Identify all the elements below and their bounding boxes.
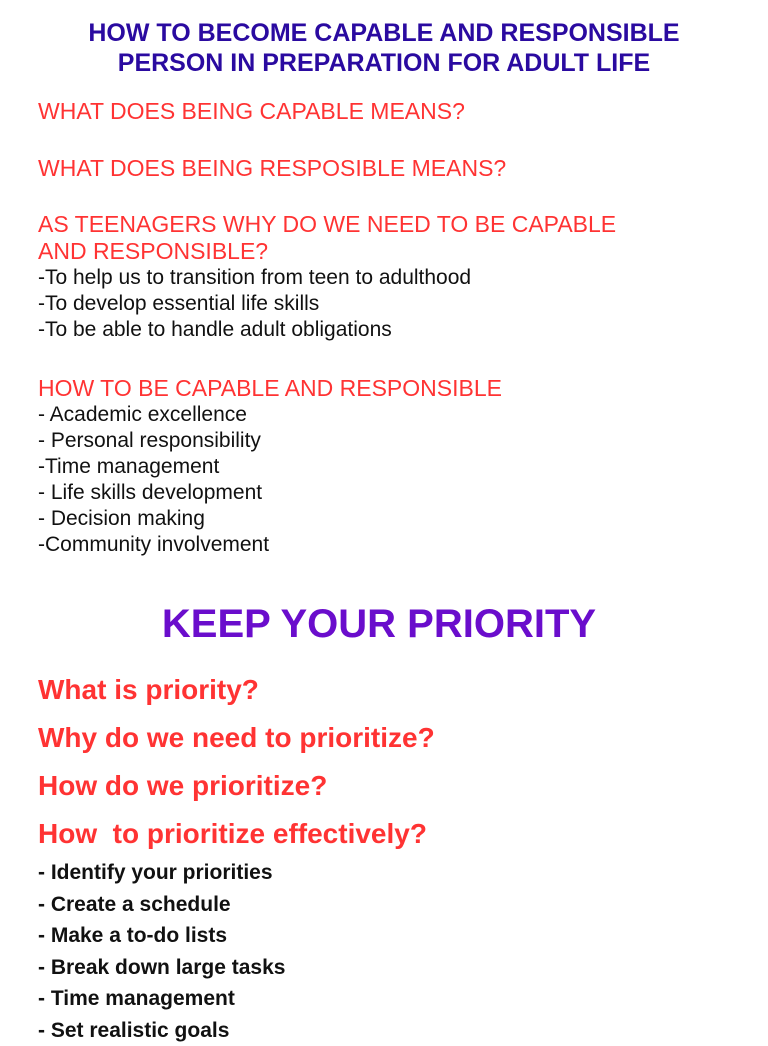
how-item: - Personal responsibility <box>38 428 738 454</box>
priority-title: KEEP YOUR PRIORITY <box>0 600 758 648</box>
question-capable-text: WHAT DOES BEING CAPABLE MEANS? <box>38 98 738 125</box>
how-section <box>38 375 738 558</box>
how-item: - Life skills development <box>38 480 738 506</box>
priority-tips <box>38 857 738 1046</box>
reason-item: -To be able to handle adult obligations <box>38 317 738 343</box>
how-item: -Time management <box>38 454 738 480</box>
priority-questions <box>38 666 738 858</box>
priority-tip: - Create a schedule <box>38 889 738 921</box>
question-capable <box>38 98 738 125</box>
how-item: - Academic excellence <box>38 402 738 428</box>
how-item: -Community involvement <box>38 532 738 558</box>
reason-item: -To help us to transition from teen to adulthood <box>38 265 738 291</box>
priority-question: Why do we need to prioritize? <box>38 714 738 762</box>
priority-tip: - Time management <box>38 983 738 1015</box>
priority-tip: - Identify your priorities <box>38 857 738 889</box>
why-section <box>38 211 738 343</box>
priority-question: How do we prioritize? <box>38 762 738 810</box>
reason-item: -To develop essential life skills <box>38 291 738 317</box>
priority-tip: - Set realistic goals <box>38 1015 738 1046</box>
priority-tip: - Break down large tasks <box>38 952 738 984</box>
page-title <box>0 18 768 78</box>
page-title-line-1: HOW TO BECOME CAPABLE AND RESPONSIBLE <box>0 18 768 48</box>
why-question-line-1: AS TEENAGERS WHY DO WE NEED TO BE CAPABLE <box>38 211 738 238</box>
priority-tip: - Make a to-do lists <box>38 920 738 952</box>
question-responsible-text: WHAT DOES BEING RESPOSIBLE MEANS? <box>38 155 738 182</box>
how-item: - Decision making <box>38 506 738 532</box>
page-title-line-2: PERSON IN PREPARATION FOR ADULT LIFE <box>0 48 768 78</box>
priority-question: How to prioritize effectively? <box>38 810 738 858</box>
priority-question: What is priority? <box>38 666 738 714</box>
why-question-line-2: AND RESPONSIBLE? <box>38 238 738 265</box>
how-heading: HOW TO BE CAPABLE AND RESPONSIBLE <box>38 375 738 402</box>
question-responsible <box>38 155 738 182</box>
